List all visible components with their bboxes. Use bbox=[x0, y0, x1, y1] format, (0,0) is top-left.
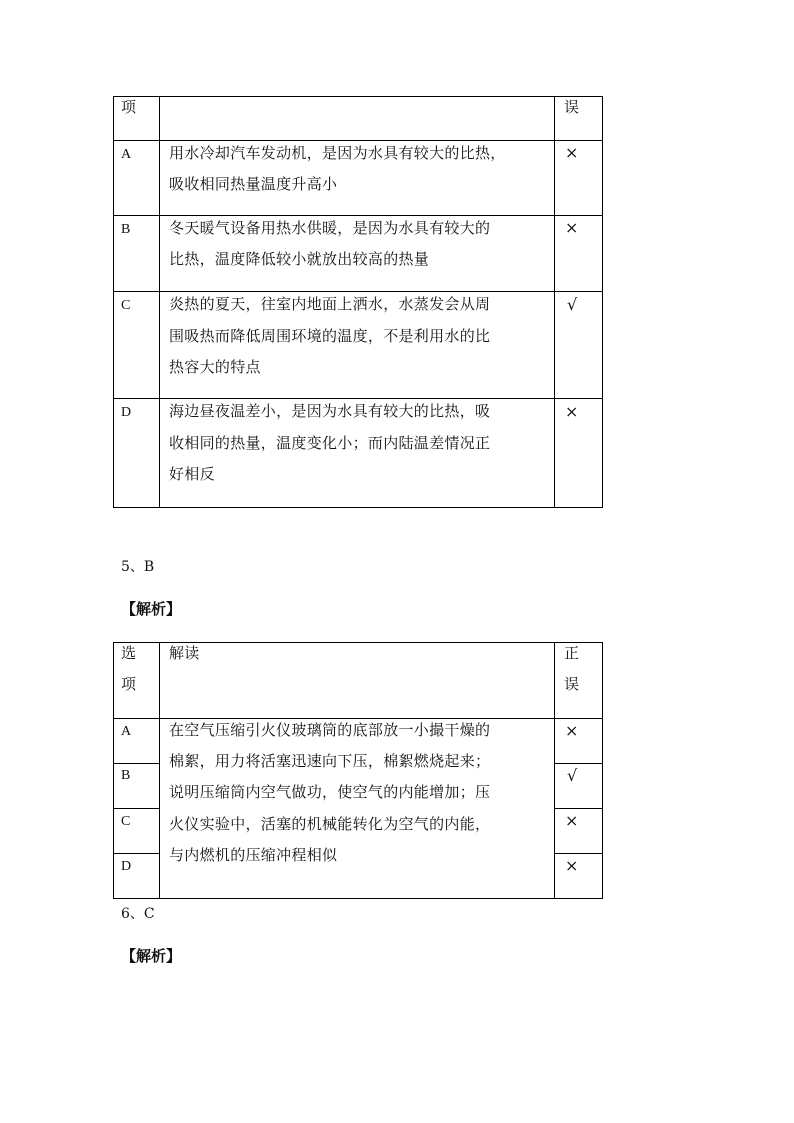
table-border bbox=[602, 96, 603, 508]
table-border bbox=[113, 642, 114, 899]
wrong-mark: × bbox=[565, 218, 579, 237]
wrong-mark: × bbox=[565, 721, 579, 740]
table-border bbox=[159, 96, 160, 508]
table-border bbox=[113, 96, 603, 97]
table-border bbox=[554, 853, 603, 854]
interpretation-line: 棉絮，用力将活塞迅速向下压，棉絮燃烧起来； bbox=[169, 752, 491, 770]
row-text-line: 收相同的热量，温度变化小；而内陆温差情况正 bbox=[169, 434, 491, 452]
option-label: D bbox=[121, 405, 132, 420]
table-border bbox=[113, 763, 160, 764]
interpretation-line: 与内燃机的压缩冲程相似 bbox=[169, 846, 338, 864]
interpretation-line: 火仪实验中，活塞的机械能转化为空气的内能， bbox=[169, 815, 491, 833]
row-text-line: 海边昼夜温差小，是因为水具有较大的比热，吸 bbox=[169, 402, 491, 420]
answer-5: 5、B bbox=[121, 559, 155, 575]
wrong-mark: × bbox=[565, 143, 579, 162]
analysis-heading: 【解析】 bbox=[121, 947, 182, 965]
wrong-mark: × bbox=[565, 402, 579, 421]
header-option-cell: 选 bbox=[121, 644, 137, 662]
option-label: B bbox=[121, 768, 131, 783]
wrong-mark: × bbox=[565, 856, 579, 875]
header-result-cell: 误 bbox=[564, 675, 580, 693]
table-border bbox=[554, 763, 603, 764]
row-text-line: 好相反 bbox=[169, 465, 215, 483]
table-border bbox=[602, 642, 603, 899]
option-label: B bbox=[121, 222, 131, 237]
table-border bbox=[159, 642, 160, 899]
correct-mark: √ bbox=[567, 766, 578, 785]
wrong-mark: × bbox=[565, 811, 579, 830]
answer-6: 6、C bbox=[121, 906, 155, 922]
row-text-line: 围吸热而降低周围环境的温度，不是利用水的比 bbox=[169, 327, 491, 345]
table-border bbox=[554, 96, 555, 508]
row-text-line: 用水冷却汽车发动机，是因为水具有较大的比热， bbox=[169, 144, 506, 162]
row-text-line: 热容大的特点 bbox=[169, 358, 261, 376]
header-result-cell: 正 bbox=[564, 644, 580, 662]
table-border bbox=[113, 96, 114, 508]
header-option-cell: 项 bbox=[121, 675, 137, 693]
table-border bbox=[554, 642, 555, 899]
option-label: A bbox=[121, 147, 132, 162]
table-border bbox=[113, 898, 603, 899]
interpretation-line: 说明压缩筒内空气做功，使空气的内能增加；压 bbox=[169, 783, 491, 801]
header-interpretation-cell: 解读 bbox=[169, 644, 200, 662]
header-result-cell: 误 bbox=[564, 98, 580, 116]
row-text-line: 比热，温度降低较小就放出较高的热量 bbox=[169, 250, 430, 268]
correct-mark: √ bbox=[567, 295, 578, 314]
analysis-heading: 【解析】 bbox=[121, 600, 182, 618]
row-text-line: 吸收相同热量温度升高小 bbox=[169, 175, 338, 193]
option-label: D bbox=[121, 859, 132, 874]
table-border bbox=[113, 808, 160, 809]
header-option-cell: 项 bbox=[121, 98, 137, 116]
interpretation-line: 在空气压缩引火仪玻璃筒的底部放一小撮干燥的 bbox=[169, 721, 491, 739]
option-label: C bbox=[121, 814, 131, 829]
table-border bbox=[113, 853, 160, 854]
option-label: C bbox=[121, 298, 131, 313]
option-label: A bbox=[121, 724, 132, 739]
table-border bbox=[113, 507, 603, 508]
row-text-line: 冬天暖气设备用热水供暖，是因为水具有较大的 bbox=[169, 219, 491, 237]
row-text-line: 炎热的夏天，往室内地面上洒水，水蒸发会从周 bbox=[169, 295, 491, 313]
table-border bbox=[554, 808, 603, 809]
